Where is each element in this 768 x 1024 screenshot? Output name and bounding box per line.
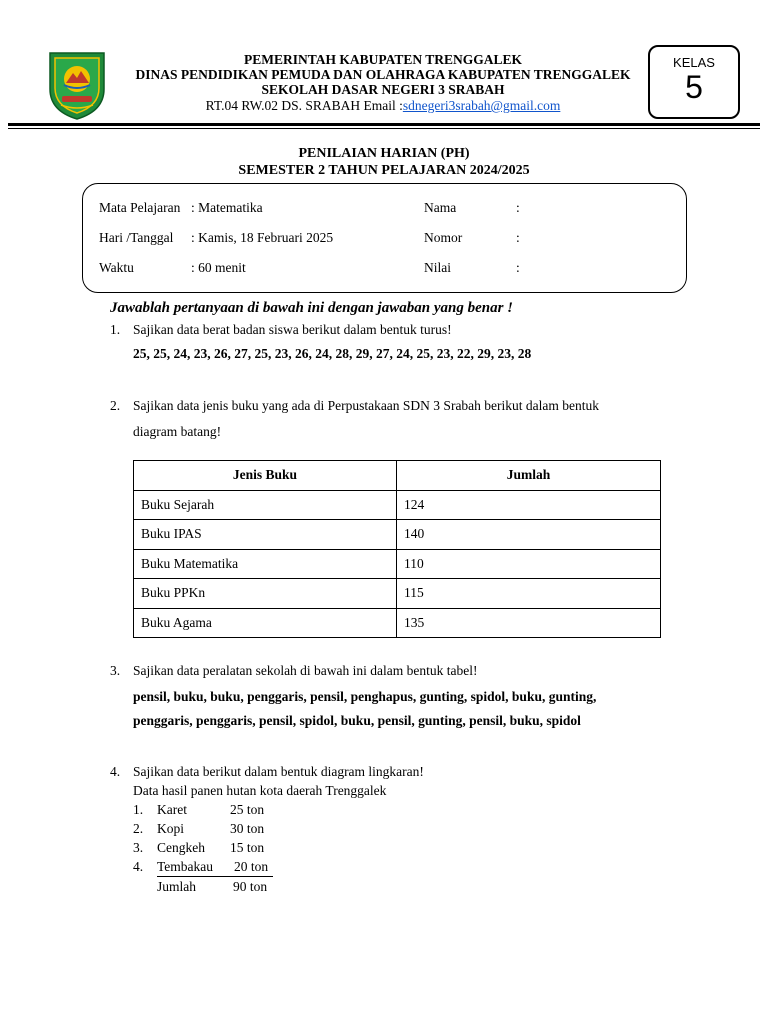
q3-data-line2: penggaris, penggaris, pensil, spidol, buku, pensil, gunting, pensil, buku, spidol — [133, 713, 581, 728]
table-cell-count: 110 — [397, 549, 661, 579]
time-value: : 60 menit — [191, 260, 246, 275]
score-label: Nilai — [424, 260, 451, 275]
q2-text-line1: Sajikan data jenis buku yang ada di Perpustakaan SDN 3 Srabah berikut dalam bentuk — [133, 398, 600, 413]
list-item-name: Karet — [157, 802, 187, 817]
sum-underline — [157, 876, 273, 877]
list-item-number: 2. — [133, 821, 144, 836]
table-header-row — [134, 461, 661, 491]
list-item-name: Kopi — [157, 821, 184, 836]
time-label: Waktu — [99, 260, 134, 275]
number-label: Nomor — [424, 230, 463, 245]
total-label: Jumlah — [157, 879, 196, 894]
table-cell-book-type: Buku Sejarah — [134, 490, 397, 520]
class-badge-label: KELAS — [673, 55, 715, 70]
table-row — [134, 490, 661, 520]
table-cell-count: 124 — [397, 490, 661, 520]
q4-text: Sajikan data berikut dalam bentuk diagram lingkaran! — [133, 764, 424, 779]
header-school-name: SEKOLAH DASAR NEGERI 3 SRABAH — [261, 82, 505, 97]
address-text: RT.04 RW.02 DS. SRABAH Email : — [205, 98, 403, 113]
exam-semester: SEMESTER 2 TAHUN PELAJARAN 2024/2025 — [238, 163, 530, 178]
table-row — [134, 579, 661, 609]
subject-value: : Matematika — [191, 200, 263, 215]
list-item-name: Cengkeh — [157, 840, 205, 855]
table-cell-count: 115 — [397, 579, 661, 609]
table-header-cell: Jenis Buku — [134, 461, 397, 491]
table-row — [134, 549, 661, 579]
q3-data-line1: pensil, buku, buku, penggaris, pensil, penghapus, gunting, spidol, buku, gunting, — [133, 689, 597, 704]
list-item-value: 20 ton — [234, 859, 269, 874]
q1-data: 25, 25, 24, 23, 26, 27, 25, 23, 26, 24, 28, 29, 27, 24, 25, 23, 22, 29, 23, 28 — [133, 346, 532, 361]
list-item-number: 3. — [133, 840, 144, 855]
subject-label: Mata Pelajaran — [99, 200, 181, 215]
name-label: Nama — [424, 200, 457, 215]
table-cell-count: 135 — [397, 608, 661, 638]
list-item-value: 30 ton — [230, 821, 265, 836]
list-item-name: Tembakau — [157, 859, 214, 874]
header-government-line: PEMERINTAH KABUPATEN TRENGGALEK — [243, 52, 523, 67]
list-item-number: 4. — [133, 859, 144, 874]
q4-number: 4. — [110, 764, 121, 779]
date-value: : Kamis, 18 Februari 2025 — [191, 230, 334, 245]
header-divider-thick — [8, 123, 760, 126]
date-label: Hari /Tanggal — [99, 230, 174, 245]
q2-text-line2: diagram batang! — [133, 424, 222, 439]
email-link[interactable]: sdnegeri3srabah@gmail.com — [402, 98, 561, 113]
header-address-line — [110, 98, 656, 114]
q1-number: 1. — [110, 322, 121, 337]
table-row — [134, 608, 661, 638]
table-header-cell: Jumlah — [397, 461, 661, 491]
q4-subtitle: Data hasil panen hutan kota daerah Trenggalek — [133, 783, 387, 798]
total-value: 90 ton — [233, 879, 268, 894]
list-item-value: 15 ton — [230, 840, 265, 855]
q3-number: 3. — [110, 663, 121, 678]
book-table — [133, 460, 661, 638]
class-badge-number: 5 — [685, 69, 703, 105]
q3-text: Sajikan data peralatan sekolah di bawah ini dalam bentuk tabel! — [133, 663, 478, 678]
header-divider-thin — [8, 128, 760, 129]
q1-text: Sajikan data berat badan siswa berikut dalam bentuk turus! — [133, 322, 452, 337]
table-cell-book-type: Buku Agama — [134, 608, 397, 638]
regency-emblem-logo — [46, 49, 108, 121]
table-cell-book-type: Buku Matematika — [134, 549, 397, 579]
table-row — [134, 520, 661, 550]
class-badge — [648, 45, 740, 119]
q2-number: 2. — [110, 398, 121, 413]
table-cell-book-type: Buku PPKn — [134, 579, 397, 609]
number-colon: : — [516, 230, 520, 245]
list-item-number: 1. — [133, 802, 144, 817]
score-colon: : — [516, 260, 520, 275]
table-cell-count: 140 — [397, 520, 661, 550]
exam-title: PENILAIAN HARIAN (PH) — [298, 146, 470, 161]
list-item-value: 25 ton — [230, 802, 265, 817]
header-department-line: DINAS PENDIDIKAN PEMUDA DAN OLAHRAGA KABUPATEN TRENGGALEK — [135, 67, 631, 82]
name-colon: : — [516, 200, 520, 215]
instruction-text: Jawablah pertanyaan di bawah ini dengan jawaban yang benar ! — [110, 300, 513, 316]
table-cell-book-type: Buku IPAS — [134, 520, 397, 550]
